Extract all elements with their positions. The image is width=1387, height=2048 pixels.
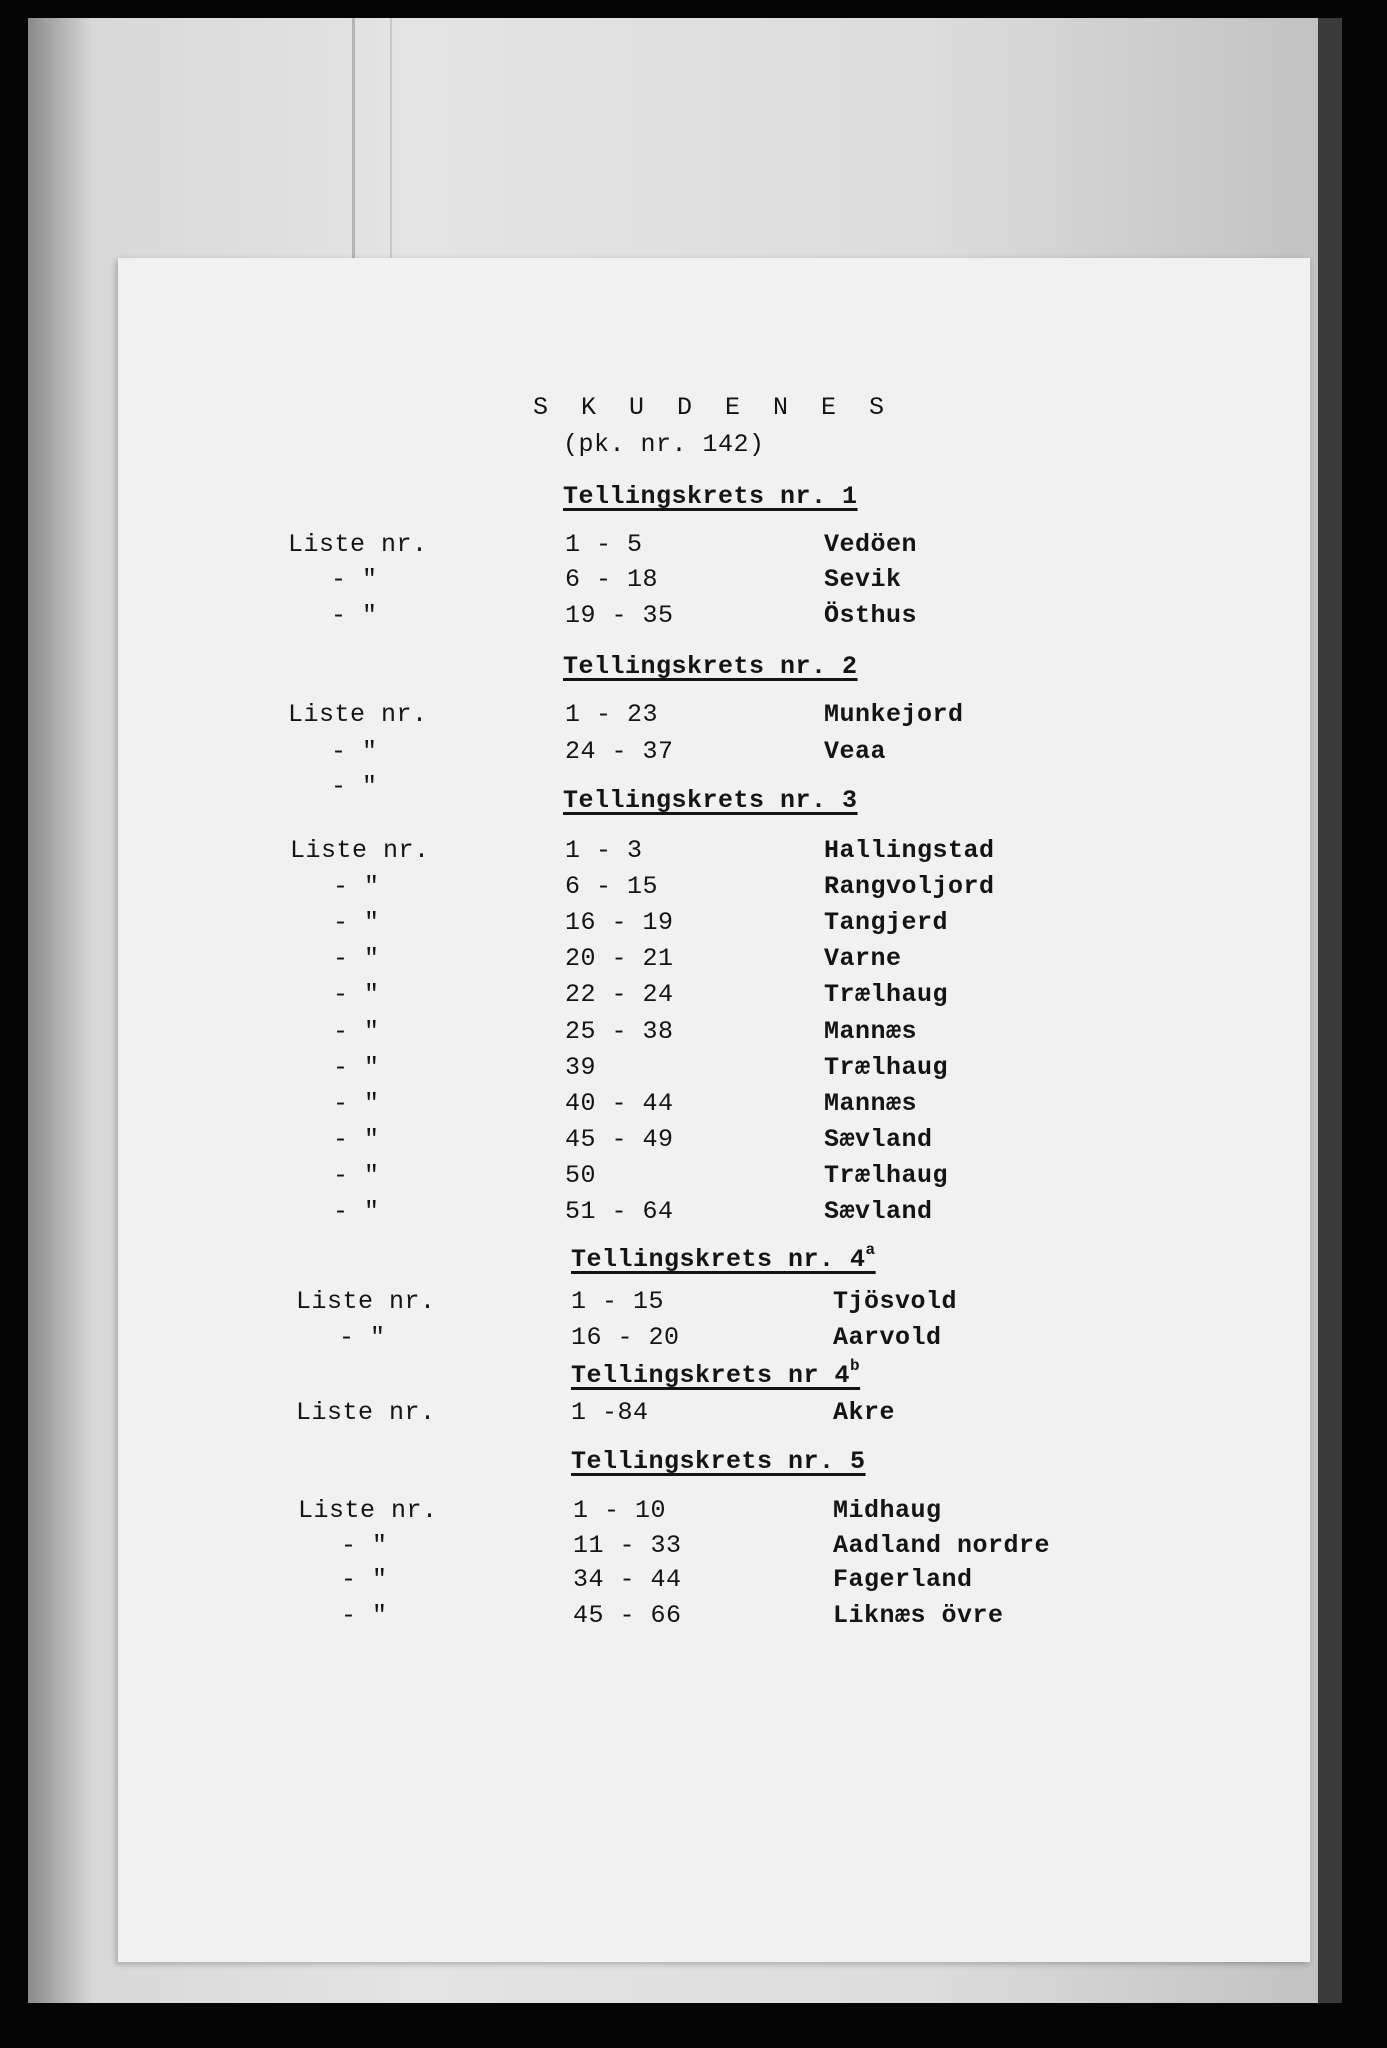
list-label: Liste nr. — [290, 836, 430, 865]
list-label: - " — [331, 772, 378, 801]
place-name: Aadland nordre — [833, 1531, 1051, 1560]
section-header: Tellingskrets nr. 2 — [563, 652, 858, 681]
place-name: Sevik — [824, 565, 902, 594]
list-label: Liste nr. — [288, 700, 428, 729]
list-range: 34 - 44 — [573, 1565, 682, 1594]
place-name: Sævland — [824, 1125, 933, 1154]
list-label: - " — [341, 1531, 388, 1560]
place-name: Munkejord — [824, 700, 964, 729]
list-range: 1 - 10 — [573, 1496, 667, 1525]
place-name: Rangvoljord — [824, 872, 995, 901]
section-header: Tellingskrets nr. 1 — [563, 482, 858, 511]
place-name: Veaa — [824, 737, 887, 766]
list-range: 40 - 44 — [565, 1089, 674, 1118]
list-label: Liste nr. — [298, 1496, 438, 1525]
list-label: - " — [333, 872, 380, 901]
list-label: - " — [341, 1565, 388, 1594]
list-range: 11 - 33 — [573, 1531, 682, 1560]
list-range: 16 - 19 — [565, 908, 674, 937]
list-range: 6 - 18 — [565, 565, 659, 594]
place-name: Varne — [824, 944, 902, 973]
document-sheet — [118, 258, 1310, 1962]
list-range: 1 - 3 — [565, 836, 643, 865]
list-label: Liste nr. — [296, 1287, 436, 1316]
place-name: Aarvold — [833, 1323, 942, 1352]
place-name: Liknæs övre — [833, 1601, 1004, 1630]
document-title: S K U D E N E S — [533, 393, 894, 422]
place-name: Mannæs — [824, 1089, 918, 1118]
place-name: Mannæs — [824, 1017, 918, 1046]
place-name: Trælhaug — [824, 980, 949, 1009]
place-name: Trælhaug — [824, 1053, 949, 1082]
section-header: Tellingskrets nr 4$^b$ — [571, 1357, 861, 1390]
list-label: - " — [331, 565, 378, 594]
list-range: 20 - 21 — [565, 944, 674, 973]
list-range: 1 - 23 — [565, 700, 659, 729]
place-name: Tjösvold — [833, 1287, 958, 1316]
document-subtitle: (pk. nr. 142) — [563, 430, 765, 459]
list-range: 24 - 37 — [565, 737, 674, 766]
place-name: Midhaug — [833, 1496, 942, 1525]
list-label: - " — [333, 1053, 380, 1082]
list-label: Liste nr. — [288, 530, 428, 559]
list-label: - " — [333, 1125, 380, 1154]
place-name: Tangjerd — [824, 908, 949, 937]
list-range: 16 - 20 — [571, 1323, 680, 1352]
folder-crease-2 — [390, 18, 392, 258]
list-label: - " — [333, 1017, 380, 1046]
list-label: - " — [333, 980, 380, 1009]
list-range: 22 - 24 — [565, 980, 674, 1009]
list-range: 50 — [565, 1161, 597, 1190]
section-header: Tellingskrets nr. 5 — [571, 1447, 866, 1476]
place-name: Fagerland — [833, 1565, 973, 1594]
list-label: - " — [341, 1601, 388, 1630]
list-label: - " — [333, 944, 380, 973]
list-label: - " — [333, 1161, 380, 1190]
list-label: - " — [333, 1197, 380, 1226]
place-name: Hallingstad — [824, 836, 995, 865]
section-header: Tellingskrets nr. 4$^a$ — [571, 1241, 876, 1274]
list-label: - " — [331, 737, 378, 766]
list-label: - " — [333, 908, 380, 937]
place-name: Vedöen — [824, 530, 918, 559]
list-range: 51 - 64 — [565, 1197, 674, 1226]
folder-crease — [352, 18, 355, 258]
place-name: Trælhaug — [824, 1161, 949, 1190]
list-range: 1 - 5 — [565, 530, 643, 559]
list-label: - " — [333, 1089, 380, 1118]
place-name: Sævland — [824, 1197, 933, 1226]
list-label: - " — [339, 1323, 386, 1352]
list-range: 39 — [565, 1053, 597, 1082]
list-range: 1 -84 — [571, 1398, 649, 1427]
list-range: 45 - 49 — [565, 1125, 674, 1154]
list-range: 25 - 38 — [565, 1017, 674, 1046]
list-label: - " — [331, 601, 378, 630]
list-label: Liste nr. — [296, 1398, 436, 1427]
place-name: Akre — [833, 1398, 896, 1427]
list-range: 19 - 35 — [565, 601, 674, 630]
list-range: 6 - 15 — [565, 872, 659, 901]
list-range: 45 - 66 — [573, 1601, 682, 1630]
section-header: Tellingskrets nr. 3 — [563, 786, 858, 815]
place-name: Östhus — [824, 601, 918, 630]
list-range: 1 - 15 — [571, 1287, 665, 1316]
